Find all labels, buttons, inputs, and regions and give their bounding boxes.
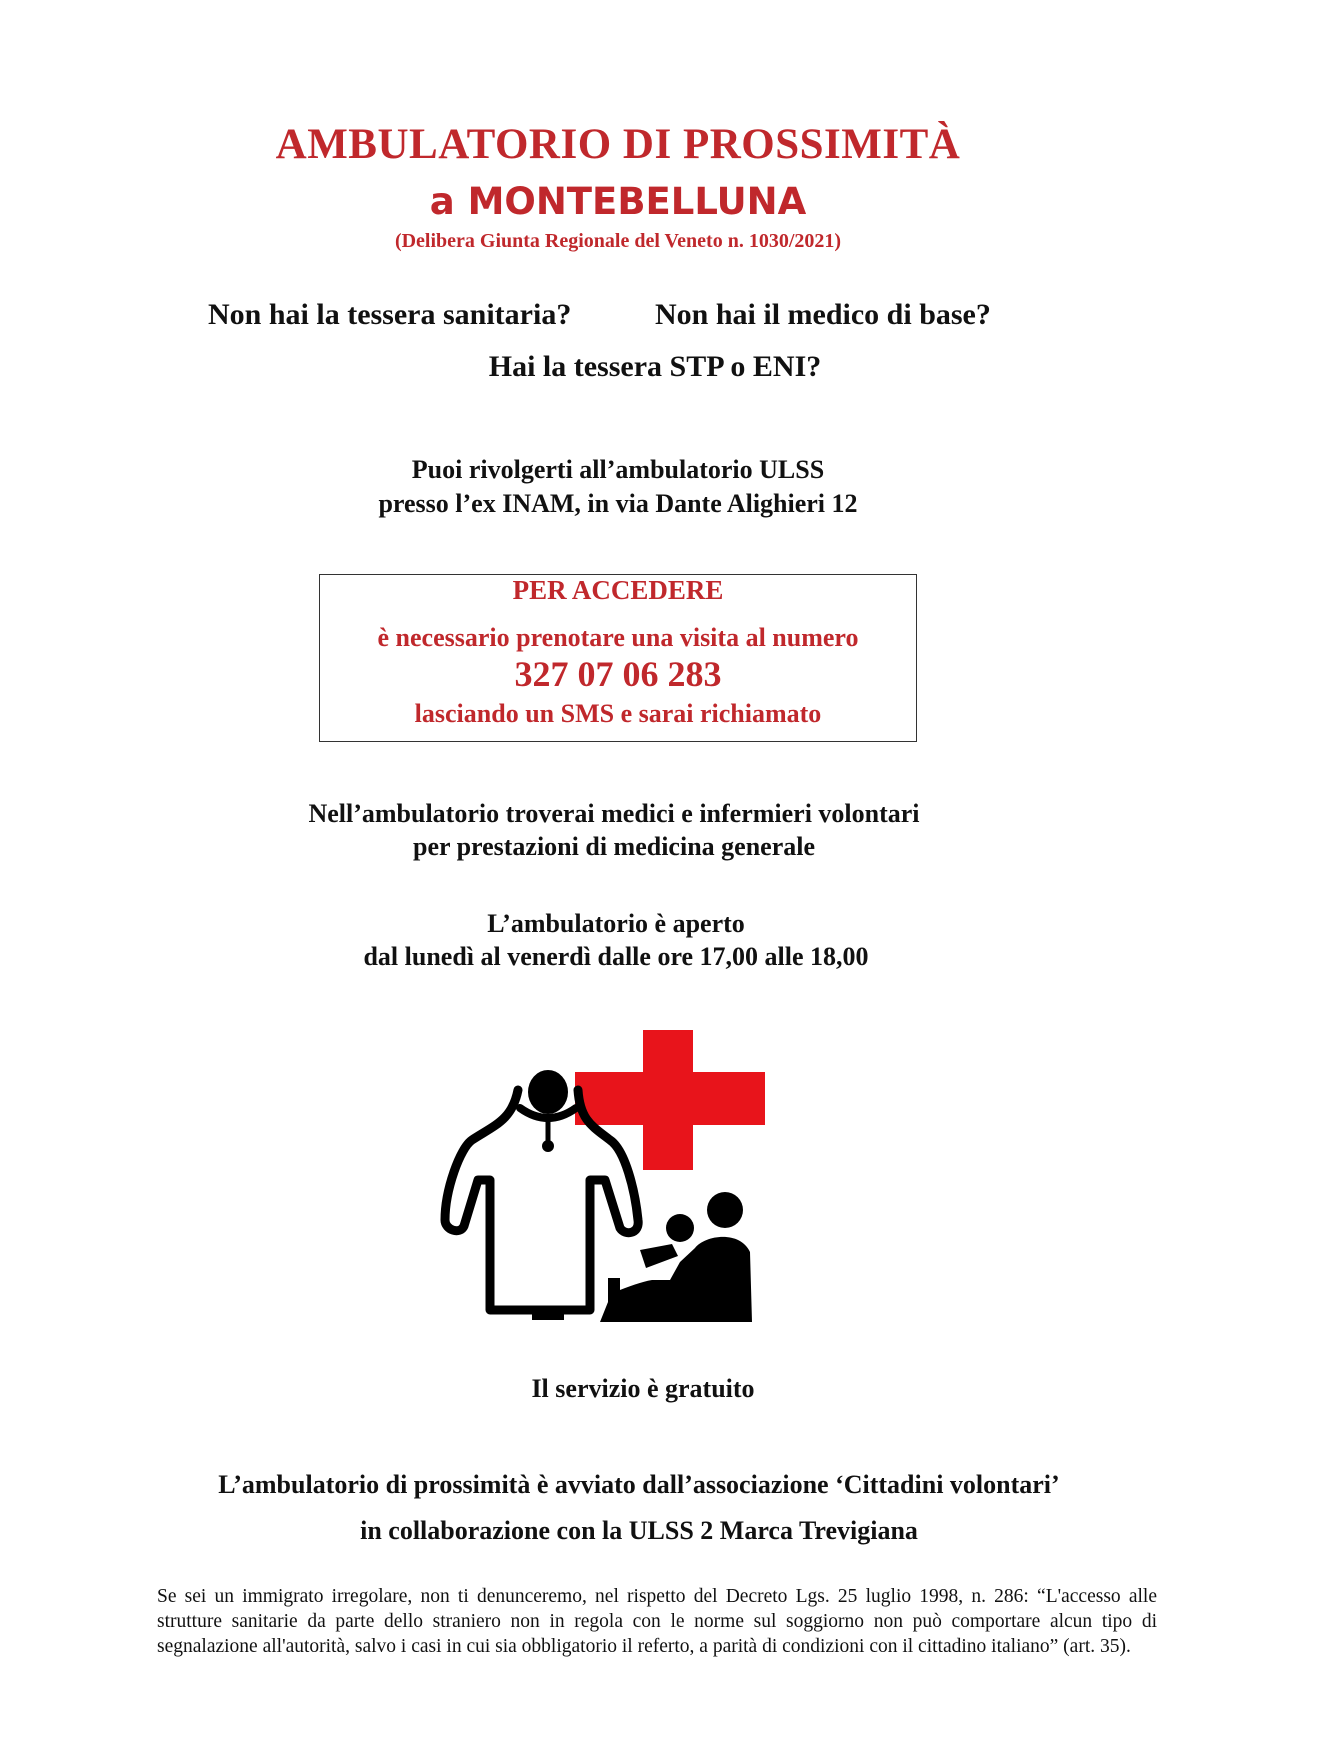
opening-hours-block bbox=[0, 907, 1232, 973]
red-cross-icon bbox=[575, 1030, 765, 1170]
address-block bbox=[0, 453, 1236, 521]
address-line-2: presso l’ex INAM, in via Dante Alighieri 12 bbox=[378, 489, 858, 518]
access-title: PER ACCEDERE bbox=[512, 575, 724, 605]
access-sms-note: lasciando un SMS e sarai richiamato bbox=[414, 699, 822, 728]
illustration bbox=[440, 1030, 810, 1330]
association-line-1: L’ambulatorio di prossimità è avviato dall’associazione ‘Cittadini volontari’ bbox=[218, 1470, 1060, 1499]
association-block bbox=[0, 1462, 1278, 1554]
opening-hours-line-1: L’ambulatorio è aperto bbox=[487, 909, 745, 938]
access-phone-number: 327 07 06 283 bbox=[514, 654, 722, 694]
access-instructions: è necessario prenotare una visita al numero bbox=[377, 623, 859, 652]
question-tessera-sanitaria: Non hai la tessera sanitaria? bbox=[208, 298, 572, 331]
medici-block bbox=[0, 797, 1228, 863]
patient-icon bbox=[600, 1192, 752, 1322]
page-title: AMBULATORIO DI PROSSIMITÀ bbox=[275, 121, 961, 168]
delibera-reference: (Delibera Giunta Regionale del Veneto n. 1030/2021) bbox=[394, 230, 842, 252]
medici-line-1: Nell’ambulatorio troverai medici e infermieri volontari bbox=[308, 799, 920, 828]
question-tessera-stp-eni: Hai la tessera STP o ENI? bbox=[488, 350, 822, 383]
address-line-1: Puoi rivolgerti all’ambulatorio ULSS bbox=[411, 455, 825, 484]
free-service-note: Il servizio è gratuito bbox=[531, 1374, 755, 1403]
association-line-2: in collaborazione con la ULSS 2 Marca Trevigiana bbox=[360, 1516, 918, 1545]
access-info-box bbox=[319, 574, 917, 742]
opening-hours-line-2: dal lunedì al venerdì dalle ore 17,00 alle 18,00 bbox=[363, 942, 869, 971]
page-subtitle: a MONTEBELLUNA bbox=[429, 180, 807, 223]
legal-footer: Se sei un immigrato irregolare, non ti denunceremo, nel rispetto del Decreto Lgs. 25 luglio 1998, n. 286: “L'accesso alle strutture sanitarie da parte dello straniero non in regola con le norme sul soggiorno non può comportare alcun tipo di segnalazione all'autorità, salvo i casi in cui sia obbligatorio il referto, a parità di condizioni con il cittadino italiano” (art. 35). bbox=[157, 1586, 1157, 1657]
medici-line-2: per prestazioni di medicina generale bbox=[413, 832, 815, 861]
question-medico-di-base: Non hai il medico di base? bbox=[655, 298, 991, 331]
